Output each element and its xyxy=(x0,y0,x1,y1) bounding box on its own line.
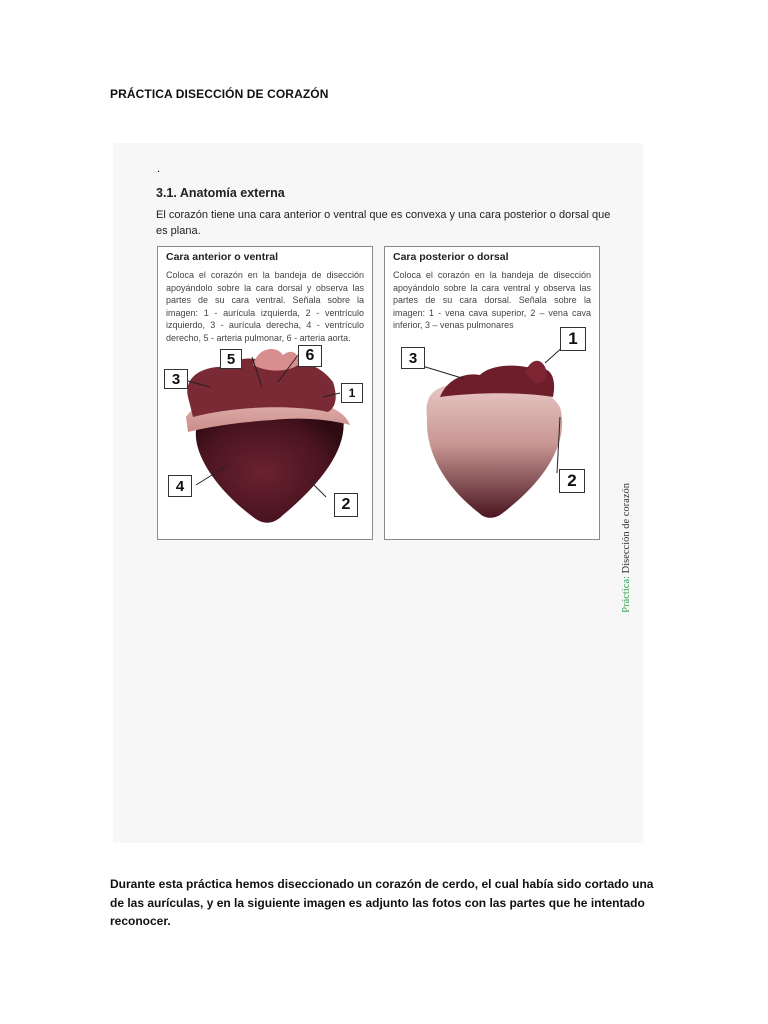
dorsal-label-3: 3 xyxy=(401,347,425,369)
ventral-label-1: 1 xyxy=(341,383,363,403)
page-title: PRÁCTICA DISECCIÓN DE CORAZÓN xyxy=(110,87,329,101)
panel-ventral xyxy=(157,246,373,540)
dorsal-heart-body xyxy=(427,382,563,517)
side-note-label: Práctica: xyxy=(621,576,632,613)
ventral-vessels xyxy=(253,349,298,371)
ventral-ventricles-shape xyxy=(196,410,344,523)
dorsal-label-1: 1 xyxy=(560,327,586,351)
dorsal-label-2: 2 xyxy=(559,469,585,493)
dorsal-leader-3 xyxy=(419,365,465,379)
body-paragraph: Durante esta práctica hemos diseccionado un corazón de cerdo, el cual había sido cortado una de las aurículas, y en la siguiente imagen es adjunto las fotos con las partes que he intentado reconocer. xyxy=(110,877,654,928)
panel-dorsal xyxy=(384,246,600,540)
scanned-worksheet-image xyxy=(113,143,643,843)
dorsal-heart-illustration xyxy=(385,247,598,538)
ventral-label-2: 2 xyxy=(334,493,358,517)
ventral-label-3: 3 xyxy=(164,369,188,389)
side-note-title: Disección de corazón xyxy=(621,483,632,574)
panel-dorsal-instructions: Coloca el corazón en la bandeja de disección apoyándolo sobre la cara ventral y observa las partes de su cara dorsal. Señala sobre la imagen: 1 - vena cava superior, 2 – vena cava inferior, 3 – venas pulmonares xyxy=(393,270,591,331)
stray-dot: . xyxy=(157,163,161,175)
ventral-label-4: 4 xyxy=(168,475,192,497)
panel-ventral-instructions: Coloca el corazón en la bandeja de disección apoyándolo sobre la cara dorsal y observa las partes de su cara ventral. Señala sobre la imagen: 1 - aurícula izquierda, 2 - ventrículo izquierdo, 3 - aurícula derecha, 4 - ventrículo derecho, 5 - arteria pulmonar, 6 - arteria aorta. xyxy=(166,270,364,343)
ventral-label-5: 5 xyxy=(220,349,242,369)
side-running-head xyxy=(621,483,632,613)
panel-ventral-title: Cara anterior o ventral xyxy=(166,251,279,263)
ventral-label-6: 6 xyxy=(298,345,322,367)
panel-dorsal-title: Cara posterior o dorsal xyxy=(393,251,509,263)
section-title: 3.1. Anatomía externa xyxy=(156,186,285,200)
section-intro: El corazón tiene una cara anterior o ventral que es convexa y una cara posterior o dorsal que es plana. xyxy=(156,209,611,237)
